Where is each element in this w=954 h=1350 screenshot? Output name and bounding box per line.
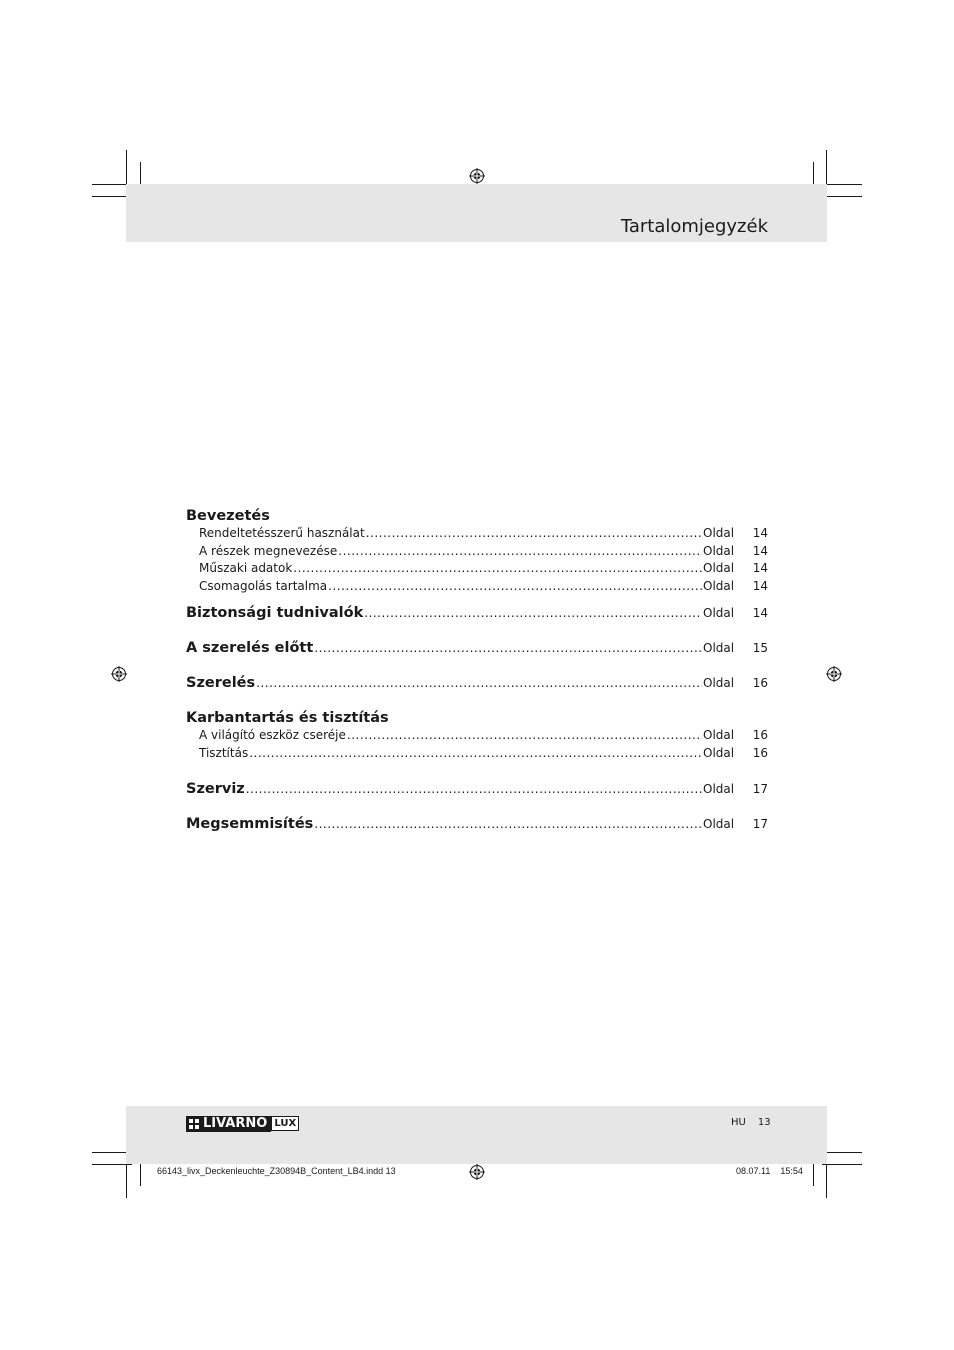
toc-heading[interactable]: Bevezetés: [186, 508, 270, 524]
registration-mark-icon: [826, 666, 842, 682]
crop-mark-icon: [822, 1152, 862, 1153]
toc-entry[interactable]: [186, 544, 768, 562]
dot-leader: [256, 676, 702, 690]
crop-mark-icon: [822, 184, 862, 185]
language-code: HU: [731, 1117, 746, 1128]
toc-page-number: 17: [752, 816, 768, 831]
toc-entry-label: Csomagolás tartalma: [199, 578, 328, 593]
footer-band: [126, 1106, 827, 1164]
toc-page-number: 14: [752, 526, 768, 540]
dot-leader: [314, 817, 702, 831]
crop-mark-icon: [126, 150, 127, 186]
toc-entry[interactable]: [186, 561, 768, 579]
toc-entry-label: A szerelés előtt: [186, 640, 314, 657]
toc-entry[interactable]: [186, 526, 768, 544]
toc-entry-label: Megsemmisítés: [186, 815, 314, 832]
footer-page-info: [731, 1117, 771, 1128]
toc-page-number: 17: [752, 781, 768, 796]
toc-page-number: 14: [752, 606, 768, 621]
toc-entry-label: Tisztítás: [199, 745, 249, 760]
dot-leader: [364, 606, 702, 620]
logo-sub-text: LUX: [271, 1116, 299, 1131]
toc-heading[interactable]: Karbantartás és tisztítás: [186, 710, 389, 727]
crop-mark-icon: [822, 196, 862, 197]
dot-leader: [246, 782, 702, 796]
toc-page-word: Oldal: [703, 561, 735, 576]
page-title: Tartalomjegyzék: [620, 216, 768, 237]
crop-mark-icon: [126, 1162, 127, 1198]
slug-time: 15:54: [780, 1166, 803, 1176]
dot-leader: [293, 561, 702, 575]
toc-entry[interactable]: [186, 579, 768, 597]
toc-page-number: 16: [752, 745, 768, 760]
toc-page-number: 16: [752, 728, 768, 743]
slug-filename: 66143_livx_Deckenleuchte_Z30894B_Content_LB4.indd 13: [157, 1166, 396, 1176]
toc-page-word: Oldal: [703, 543, 735, 558]
crop-mark-icon: [826, 1162, 827, 1198]
toc-page-word: Oldal: [703, 641, 735, 656]
dot-leader: [366, 526, 702, 540]
toc-entry[interactable]: [186, 746, 768, 764]
toc-page-word: Oldal: [703, 816, 735, 831]
dot-leader: [347, 728, 702, 742]
logo-main-text: LIVARNO: [203, 1116, 268, 1131]
dot-leader: [338, 544, 702, 558]
toc-page-word: Oldal: [703, 745, 735, 760]
crop-mark-icon: [822, 1164, 862, 1165]
toc-page-word: Oldal: [703, 606, 735, 621]
toc-entry[interactable]: [186, 728, 768, 746]
toc-page-word: Oldal: [703, 578, 735, 593]
livarno-logo-icon: [186, 1116, 299, 1132]
dot-leader: [314, 641, 702, 655]
toc-page-number: 16: [752, 676, 768, 691]
toc-page-word: Oldal: [703, 728, 735, 743]
toc-entry-label: Rendeltetésszerű használat: [199, 526, 365, 540]
toc-entry-label: Biztonsági tudnivalók: [186, 605, 364, 622]
toc-page-number: 14: [752, 578, 768, 593]
toc-section: [186, 710, 768, 763]
toc-entry-major[interactable]: [186, 605, 768, 623]
toc-page-number: 15: [752, 641, 768, 656]
slug-date: 08.07.11: [736, 1166, 771, 1176]
logo-wordmark: [186, 1116, 271, 1132]
table-of-contents: [186, 508, 768, 834]
toc-entry-label: A világító eszköz cseréje: [199, 728, 346, 743]
toc-entry-label: A részek megnevezése: [199, 543, 338, 558]
crop-mark-icon: [826, 150, 827, 186]
toc-entry-label: Műszaki adatok: [199, 561, 293, 576]
toc-page-number: 14: [752, 543, 768, 558]
registration-mark-icon: [469, 168, 485, 184]
page-number: 13: [757, 1117, 771, 1128]
toc-page-word: Oldal: [703, 781, 735, 796]
toc-entry-major[interactable]: [186, 640, 768, 658]
dot-leader: [328, 579, 702, 593]
toc-page-word: Oldal: [703, 526, 735, 540]
toc-entry-major[interactable]: [186, 816, 768, 834]
dot-leader: [249, 746, 702, 760]
logo-mark-icon: [189, 1119, 199, 1129]
toc-entry-label: Szerviz: [186, 780, 245, 797]
toc-section: [186, 508, 768, 596]
toc-page-number: 14: [752, 561, 768, 576]
toc-page-word: Oldal: [703, 676, 735, 691]
registration-mark-icon: [469, 1164, 485, 1180]
toc-entry-major[interactable]: [186, 781, 768, 799]
toc-entry-major[interactable]: [186, 675, 768, 693]
slug-timestamp: [736, 1166, 803, 1176]
registration-mark-icon: [111, 666, 127, 682]
toc-entry-label: Szerelés: [186, 675, 256, 692]
